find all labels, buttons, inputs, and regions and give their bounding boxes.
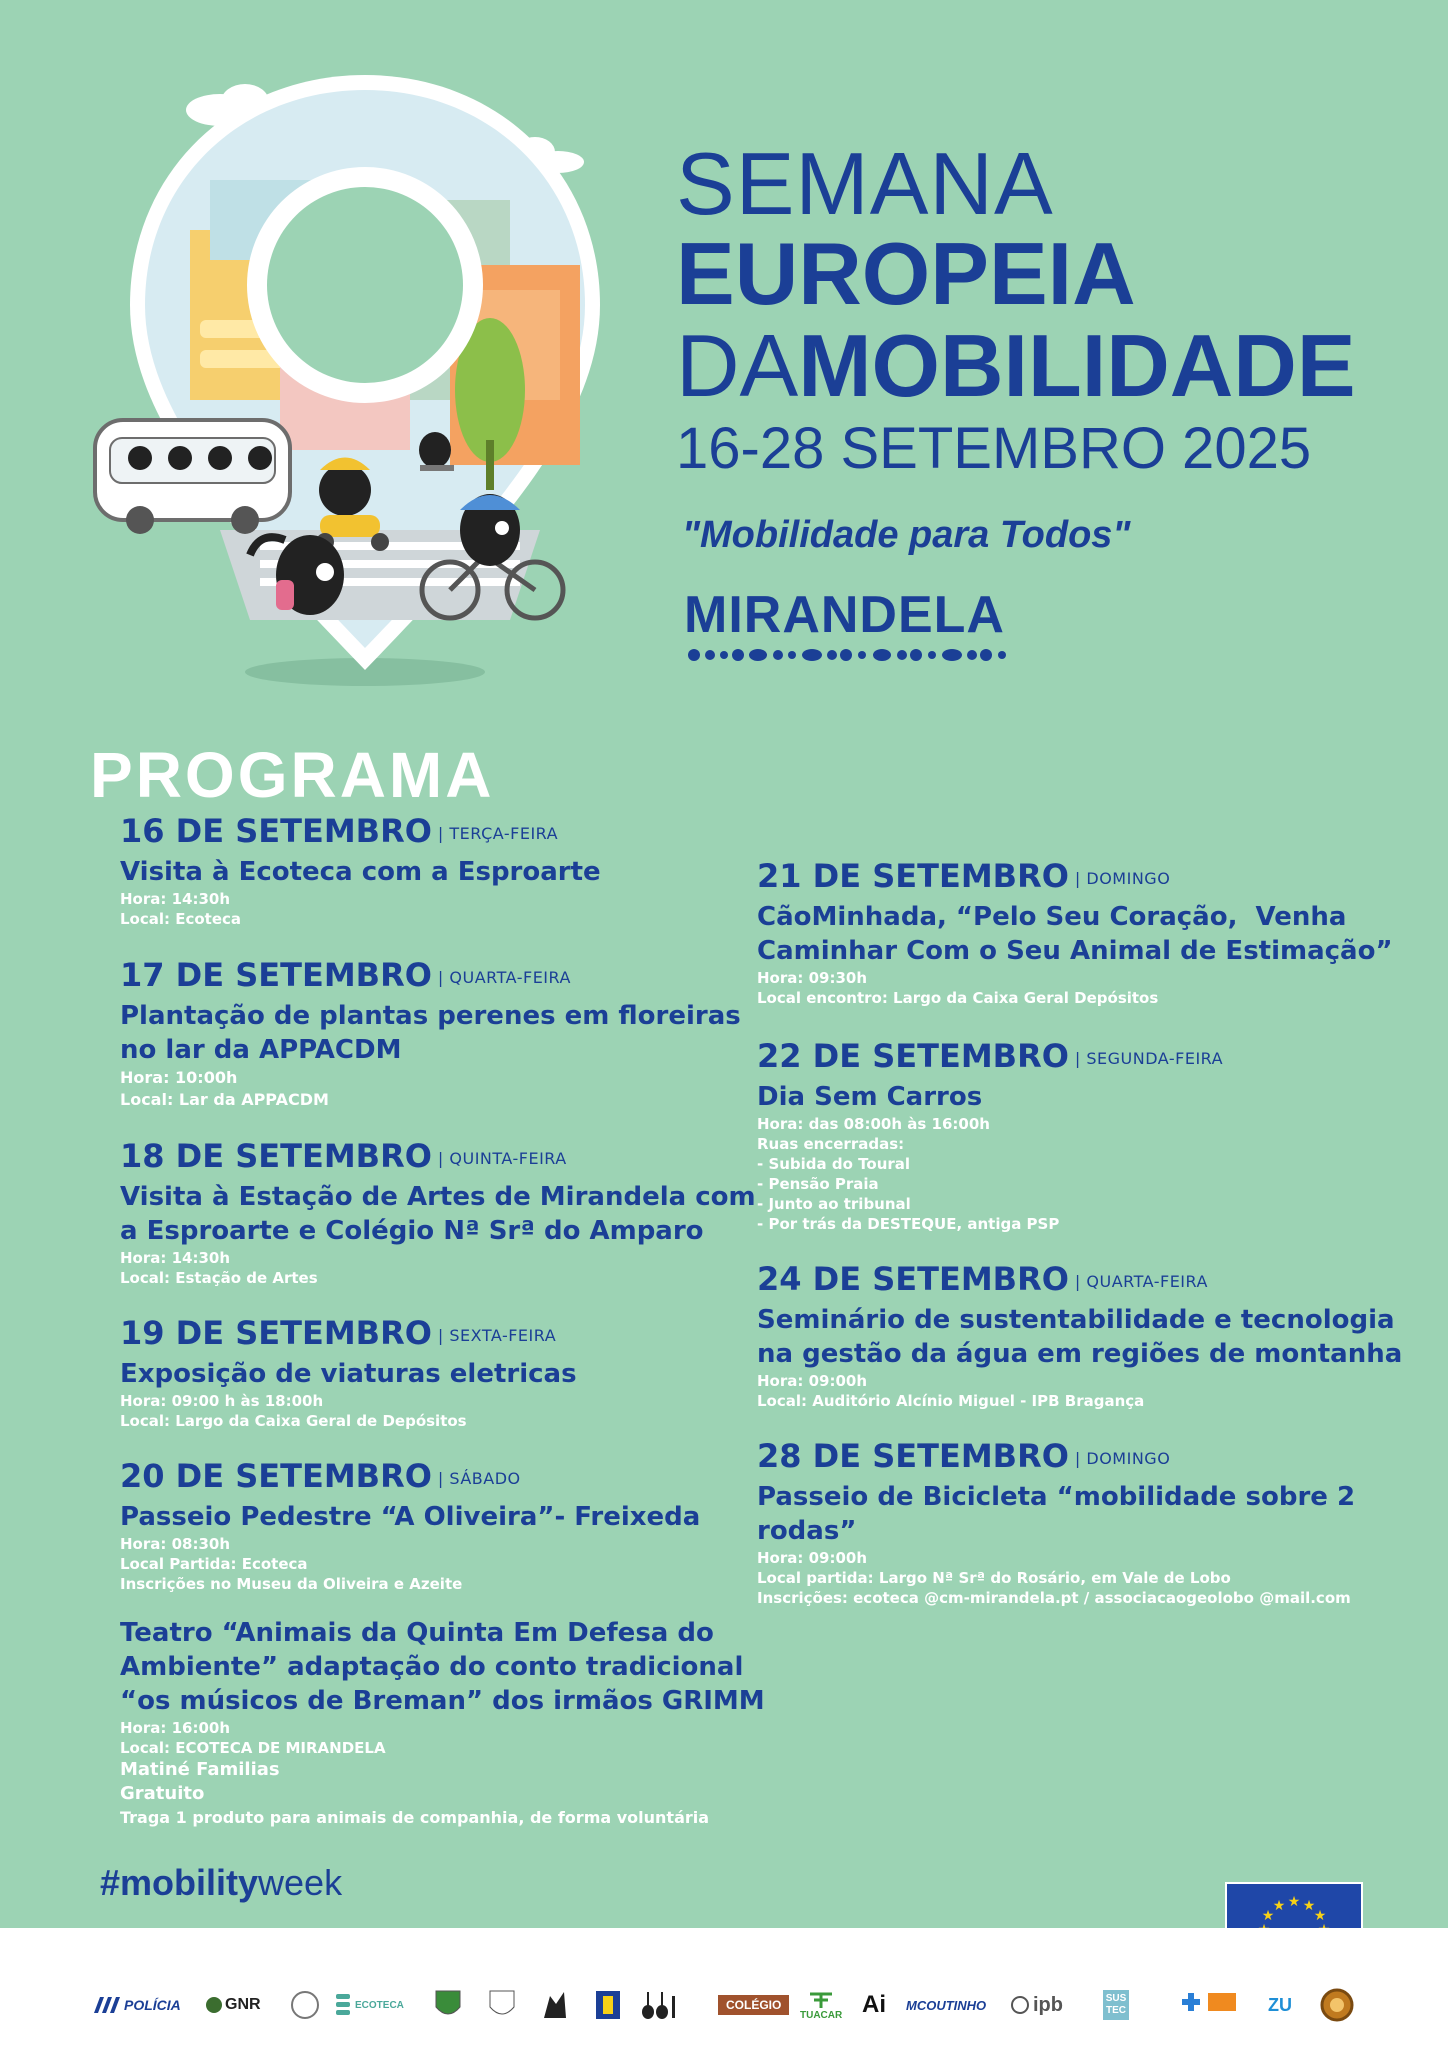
event-title-line: Ambiente” adaptação do conto tradicional [120,1652,744,1682]
hashtag-light: week [258,1862,343,1903]
event-time: Hora: 09:00h [757,1549,868,1567]
event-price: Gratuito [120,1783,205,1804]
event-time: Hora: 14:30h [120,890,231,908]
event-time: Hora: 09:30h [757,969,868,987]
event-info [120,1067,741,1111]
event-block [120,956,741,1111]
logo-text: TUACAR [800,2009,843,2021]
title-line-europeia: EUROPEIA [676,224,1136,323]
event-date-text: 22 DE SETEMBRO [757,1037,1069,1075]
closed-street: - Junto ao tribunal [757,1195,911,1213]
event-date-text: 28 DE SETEMBRO [757,1437,1069,1475]
event-time: Hora: 10:00h [120,1068,238,1087]
event-title [120,1616,765,1718]
title-da: DA [676,316,799,415]
appacdm-icon [595,1990,621,2020]
event-location: Local encontro: Largo da Caixa Geral Depósitos [757,989,1159,1007]
event-note: Ruas encerradas: [757,1135,905,1153]
cyclist-figure [460,494,520,566]
event-title-line: Teatro “Animais da Quinta Em Defesa do [120,1618,714,1648]
event-title-line: no lar da APPACDM [120,1035,402,1065]
event-location: Local: Lar da APPACDM [120,1090,329,1109]
event-title-line: Visita à Ecoteca com a Esproarte [120,857,601,887]
event-block [757,1260,1402,1411]
event-title-line: Passeio Pedestre “A Oliveira”- Freixeda [120,1502,701,1532]
logo-sustec [1103,1985,1129,2025]
event-title-line: Passeio de Bicicleta “mobilidade sobre 2 [757,1482,1356,1512]
event-info [757,1371,1402,1411]
coat-of-arms-icon [488,1989,516,2021]
event-block [120,1314,577,1431]
event-title-line: rodas” [757,1516,857,1546]
event-title-line: Plantação de plantas perenes em floreiras [120,1001,741,1031]
logo-geolobo [540,1985,570,2025]
coat-of-arms-icon [434,1989,462,2021]
event-block [120,812,601,929]
logo-gnr [205,1985,261,2025]
event-date [757,857,1393,898]
logo-text: POLÍCIA [124,1997,181,2013]
event-weekday: | DOMINGO [1074,869,1171,888]
event-location: Local partida: Largo Nª Srª do Rosário, em Vale de Lobo [757,1569,1231,1587]
event-time: Hora: 14:30h [120,1249,231,1267]
event-weekday: | SEXTA-FEIRA [437,1326,557,1345]
logo-badge [1320,1985,1354,2025]
event-date [120,1457,700,1498]
event-location: Local: ECOTECA DE MIRANDELA [120,1739,386,1757]
logo-ai [862,1985,886,2025]
event-block-teatro [120,1614,765,1830]
svg-text:★: ★ [1302,1898,1316,1914]
title-block [676,134,1396,667]
event-location: Local: Estação de Artes [120,1269,318,1287]
event-title-line: Caminhar Com o Seu Animal de Estimação” [757,936,1393,966]
logo-text: MCOUTINHO [906,1997,987,2013]
title-line-mobilidade [676,316,1396,415]
event-weekday: | QUARTA-FEIRA [437,968,571,987]
logo-text: SUS TEC [1103,1990,1129,2020]
event-title [757,900,1393,968]
city-name: MIRANDELA [684,586,1005,644]
logo-text: COLÉGIO [718,1995,789,2015]
bus-icon [95,420,290,534]
event-block [120,1457,700,1594]
policia-icon [90,1997,120,2013]
logo-freguesia [488,1985,516,2025]
event-title [120,1357,577,1391]
tuacar-icon [806,1990,836,2010]
event-location: Local Partida: Ecoteca [120,1555,308,1573]
wolf-icon [540,1990,570,2020]
event-weekday: | TERÇA-FEIRA [437,824,559,843]
event-block [757,1037,1223,1234]
event-time: Hora: 09:00 h às 18:00h [120,1392,324,1410]
title-mobilidade: MOBILIDADE [798,316,1356,415]
event-title [120,999,741,1067]
event-note: Matiné Familias [120,1759,280,1780]
gnr-icon [205,1996,223,2014]
event-location: Local: Auditório Alcínio Miguel - IPB Bragança [757,1392,1145,1410]
logo-municipio [434,1985,462,2025]
event-block [757,1437,1355,1608]
event-title [120,1500,700,1534]
event-title [120,1180,756,1248]
event-info [757,968,1393,1008]
logo-esproarte [640,1985,680,2025]
event-date [757,1437,1355,1478]
event-date-text: 19 DE SETEMBRO [120,1314,432,1352]
logo-text: ECOTECA [355,1999,404,2011]
logo-portugalenta [290,1985,320,2025]
event-title-line: a Esproarte e Colégio Nª Srª do Amparo [120,1216,704,1246]
event-weekday: | SÁBADO [437,1469,521,1488]
event-date [120,812,601,853]
ecoteca-icon [334,1992,352,2018]
logo-text: Ai [862,1991,886,2018]
event-info [120,1534,700,1594]
title-line-semana: SEMANA [676,134,1054,233]
event-time: Hora: das 08:00h às 16:00h [757,1115,990,1133]
event-date-text: 24 DE SETEMBRO [757,1260,1069,1298]
event-title-line: CãoMinhada, “Pelo Seu Coração, Venha [757,902,1347,932]
event-block [757,857,1393,1008]
seal-icon [1320,1988,1354,2022]
event-date-text: 17 DE SETEMBRO [120,956,432,994]
event-info [120,1391,577,1431]
city-ornament [686,647,1016,663]
event-location: Local: Largo da Caixa Geral de Depósitos [120,1412,467,1430]
hero-illustration [80,60,640,700]
event-info [757,1548,1355,1608]
logo-appacdm [595,1985,621,2025]
logo-text: ZU [1268,1994,1292,2015]
music-instruments-icon [640,1990,680,2020]
logo-text: ipb [1033,1993,1063,2016]
event-registration: Inscrições: ecoteca @cm-mirandela.pt / associacaogeolobo @mail.com [757,1589,1351,1607]
event-time: Hora: 16:00h [120,1719,231,1737]
logo-mcoutinho [906,1985,986,2025]
event-title [120,855,601,889]
event-dates: 16-28 SETEMBRO 2025 [676,416,1312,481]
event-time: Hora: 08:30h [120,1535,231,1553]
event-time: Hora: 09:00h [757,1372,868,1390]
event-weekday: | QUINTA-FEIRA [437,1149,567,1168]
event-info [757,1114,1223,1234]
svg-text:★: ★ [1272,1898,1286,1914]
event-date [757,1037,1223,1078]
event-info [120,1718,765,1830]
closed-street: - Subida do Toural [757,1155,911,1173]
event-weekday: | QUARTA-FEIRA [1074,1272,1208,1291]
event-date-text: 18 DE SETEMBRO [120,1137,432,1175]
event-date [757,1260,1402,1301]
event-date-text: 16 DE SETEMBRO [120,812,432,850]
event-title-line: Exposição de viaturas eletricas [120,1359,577,1389]
event-weekday: | SEGUNDA-FEIRA [1074,1049,1224,1068]
event-block [120,1137,756,1288]
event-info [120,1248,756,1288]
event-title-line: Dia Sem Carros [757,1082,983,1112]
logo-colegio [718,1985,789,2025]
hashtag [100,1862,342,1904]
crest-icon [290,1990,320,2020]
event-registration: Inscrições no Museu da Oliveira e Azeite [120,1575,463,1593]
programa-heading: PROGRAMA [90,740,495,798]
logo-ecoteca [334,1985,404,2025]
event-title-line: na gestão da água em regiões de montanha [757,1339,1403,1369]
logo-terra-quente [1180,1985,1240,2025]
event-title-line: Visita à Estação de Artes de Mirandela com [120,1182,756,1212]
event-location: Local: Ecoteca [120,910,242,928]
ipb-icon [1010,1995,1030,2015]
logo-policia [90,1985,181,2025]
event-date [120,1137,756,1178]
event-title [757,1080,1223,1114]
event-title-line: Seminário de sustentabilidade e tecnologia [757,1305,1395,1335]
event-note: Traga 1 produto para animais de companhia, de forma voluntária [120,1808,710,1827]
event-title [757,1303,1402,1371]
logo-zu [1268,1985,1292,2025]
svg-text:★: ★ [1261,1908,1275,1924]
event-info [120,889,601,929]
health-cross-icon [1180,1991,1240,2019]
event-date [120,1314,577,1355]
logo-text: GNR [225,1996,261,2013]
event-title-line: “os músicos de Breman” dos irmãos GRIMM [120,1686,765,1716]
event-date-text: 21 DE SETEMBRO [757,857,1069,895]
svg-text:★: ★ [1313,1908,1327,1924]
event-date-text: 20 DE SETEMBRO [120,1457,432,1495]
closed-street: - Por trás da DESTEQUE, antiga PSP [757,1215,1060,1233]
hashtag-bold: #mobility [100,1862,259,1903]
svg-text:★: ★ [1287,1894,1301,1910]
closed-street: - Pensão Praia [757,1175,879,1193]
logo-ipb [1010,1985,1063,2025]
event-title [757,1480,1355,1548]
slogan: "Mobilidade para Todos" [682,514,1131,556]
event-date [120,956,741,997]
event-weekday: | DOMINGO [1074,1449,1171,1468]
logo-tuacar [800,1985,842,2025]
